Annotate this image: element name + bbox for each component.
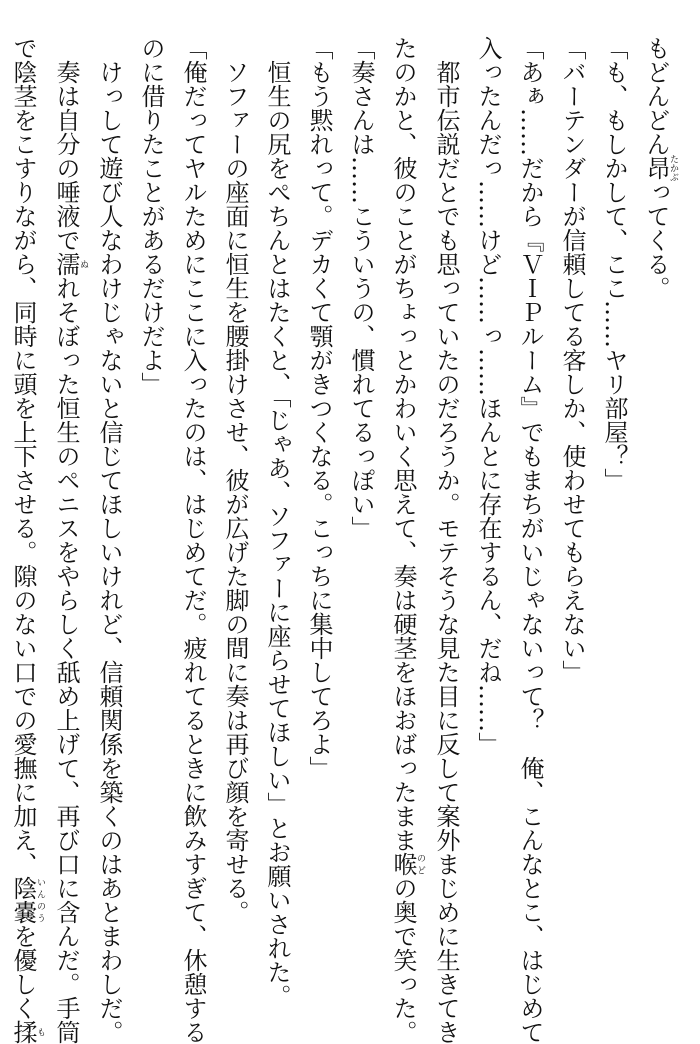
- text-line: 「バーテンダーが信頼してる客しか、使わせてもらえない」: [558, 36, 586, 684]
- text-line: 「あぁ……だから『ＶＩＰルーム』でもまちがいじゃないって？ 俺、こんなとこ、はじめて: [516, 36, 544, 1044]
- ruby-word: 揉も: [9, 1020, 45, 1044]
- text-line: で陰茎をこすりながら、同時に頭を上下させる。隙のない口での愛撫に加え、陰嚢いんのうを優しく揉も: [9, 36, 45, 1044]
- text-line: 「も、もしかして、ここ……ヤリ部屋？」: [600, 36, 628, 492]
- ruby-word: 濡ぬ: [52, 252, 88, 276]
- text-line: 入ったんだっ……けど……っ……ほんとに存在するん、だね……」: [474, 36, 502, 756]
- text-line: のに借りたことがあるだけだよ」: [137, 36, 165, 396]
- text-line: もどんどん昂たかぶってくる。: [642, 36, 678, 300]
- ruby-word: 陰嚢いんのう: [9, 876, 45, 924]
- text-line: けっして遊び人なわけじゃないと信じてほしいけれど、信頼関係を築くのはあとまわしだ。: [95, 36, 123, 1044]
- text-line: 恒生の尻をぺちんとはたくと、「じゃあ、ソファーに座らせてほしい」とお願いされた。: [263, 36, 291, 1008]
- text-line: 「もう黙れって。デカくて顎がきつくなる。こっちに集中してろよ」: [305, 36, 333, 780]
- text-line: 奏は自分の唾液で濡ぬれそぼった恒生のペニスをやらしく舐め上げて、再び口に含んだ。手筒: [52, 36, 88, 1044]
- novel-page: [9, 36, 678, 1044]
- text-line: 「奏さんは……こういうの、慣れてるっぽい」: [347, 36, 375, 540]
- text-line: 都市伝説だとでも思っていたのだろうか。モテそうな見た目に反して案外まじめに生きてき: [432, 36, 460, 1044]
- text-line: 「俺だってヤルためにここに入ったのは、はじめてだ。疲れてるときに飲みすぎて、休憩する: [179, 36, 207, 1044]
- text-line: ソファーの座面に恒生を腰掛けさせ、彼が広げた脚の間に奏は再び顔を寄せる。: [221, 36, 249, 924]
- ruby-word: 喉のど: [389, 852, 425, 876]
- ruby-word: 昂たかぶ: [642, 154, 678, 182]
- text-line: たのかと、彼のことがちょっとかわいく思えて、奏は硬茎をほおばったまま喉のどの奥で笑った。: [389, 36, 425, 1044]
